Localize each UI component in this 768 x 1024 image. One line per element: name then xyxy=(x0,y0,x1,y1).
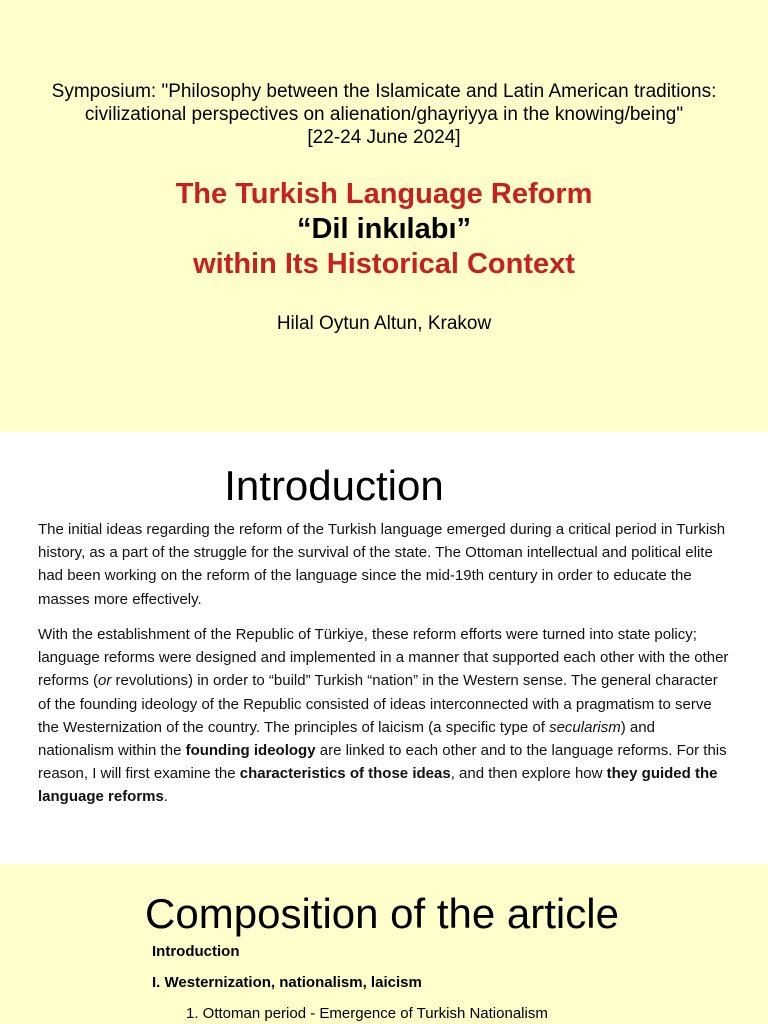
introduction-slide xyxy=(0,432,768,864)
title-line-2: “Dil inkılabı” xyxy=(296,213,472,245)
presentation-title xyxy=(0,177,768,282)
symposium-date: [22-24 June 2024] xyxy=(307,127,461,148)
introduction-paragraph-1: The initial ideas regarding the reform of the Turkish language emerged during a critical period in Turkish history, as a part of the struggle for the survival of the state. The Ottoman intellectual and political elite had been working on the reform of the language since the mid-19th century in order to educate the masses more effectively. xyxy=(38,521,726,608)
symposium-line: Symposium: "Philosophy between the Islamicate and Latin American traditions: xyxy=(51,81,717,102)
paragraph-text: . xyxy=(163,788,169,806)
paragraph-emphasis: or xyxy=(98,672,112,690)
toc-item: Introduction xyxy=(152,943,240,960)
paragraph-text: , and then explore how xyxy=(450,765,607,783)
title-slide xyxy=(0,0,768,432)
toc-subitem: 1. Ottoman period - Emergence of Turkish Nationalism xyxy=(186,1005,548,1022)
paragraph-text: With the establishment of the Republic of Türkiye, these reform efforts were turned into state policy; language reforms were designed and implemented in a manner that supported each other with the other reforms ( xyxy=(38,626,729,690)
introduction-heading: Introduction xyxy=(224,462,444,509)
toc-item: I. Westernization, nationalism, laicism xyxy=(152,974,422,991)
author: Hilal Oytun Altun, Krakow xyxy=(276,313,492,334)
symposium-line: civilizational perspectives on alienation/ghayriyya in the knowing/being" xyxy=(84,104,684,125)
title-line-1: The Turkish Language Reform xyxy=(175,178,593,210)
introduction-paragraph-2 xyxy=(38,623,730,809)
paragraph-bold: they guided the language reforms xyxy=(38,765,718,806)
composition-heading: Composition of the article xyxy=(145,890,619,937)
title-line-3: within Its Historical Context xyxy=(193,248,575,280)
paragraph-text: ) and nationalism within the xyxy=(38,718,655,760)
paragraph-text: revolutions) in order to “build” Turkish “nation” in the Western sense. The general character of the founding ideology of the Republic consisted of ideas interconnected with a pragmatism to serve the Westernization of the country. The principles of laicism (a specific type of xyxy=(38,672,718,736)
paragraph-bold: characteristics of those ideas xyxy=(239,765,451,783)
paragraph-text: are linked to each other and to the language reforms. For this reason, I will first examine the xyxy=(38,742,727,783)
paragraph-emphasis: secularism xyxy=(549,718,621,736)
paragraph-bold: founding ideology xyxy=(185,742,316,760)
composition-slide xyxy=(0,864,768,1024)
symposium-info xyxy=(0,80,768,149)
